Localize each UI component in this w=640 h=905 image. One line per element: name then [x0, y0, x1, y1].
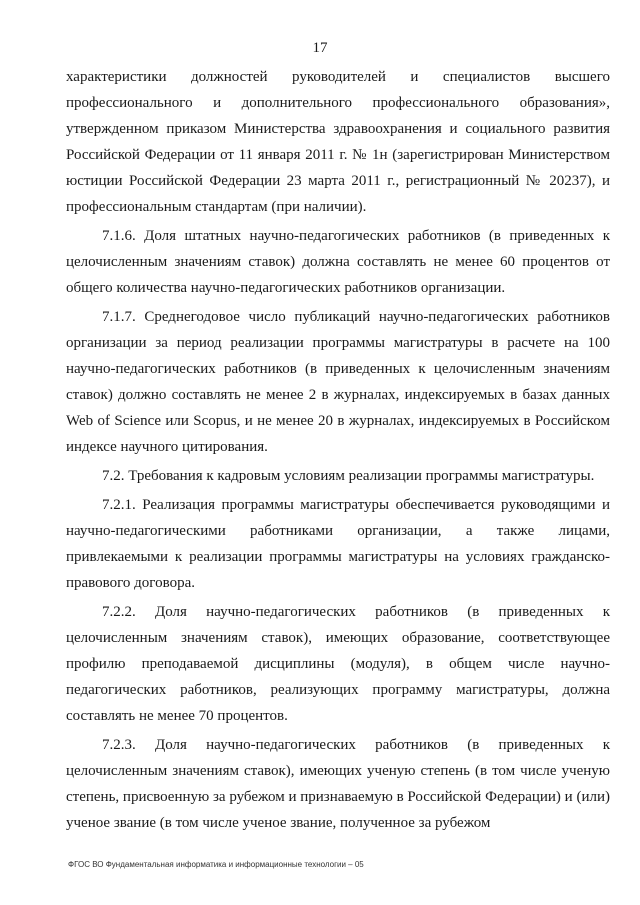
paragraph-7-2: 7.2. Требования к кадровым условиям реализации программы магистратуры. [102, 468, 595, 484]
paragraph-7-2-1: 7.2.1. Реализация программы магистратуры обеспечивается руководящими и научно-педагогическими работниками организации, а также лицами, привлекаемыми к реализации программы магистратуры на условиях гражданско-правового договора. [66, 497, 610, 591]
paragraph-7-2-3: 7.2.3. Доля научно-педагогических работников (в приведенных к целочисленным значениям ставок), имеющих ученую степень (в том числе ученую степень, присвоенную за рубежом и признаваемую в Российской Федерации) и (или) ученое звание (в том числе ученое звание, полученное за рубежом [66, 737, 610, 831]
page-footer: ФГОС ВО Фундаментальная информатика и информационные технологии – 05 [68, 860, 364, 869]
paragraph-7-1-6: 7.1.6. Доля штатных научно-педагогических работников (в приведенных к целочисленным значениям ставок) должна составлять не менее 60 процентов от общего количества научно-педагогических работников организации. [66, 228, 610, 296]
paragraph-7-1-7: 7.1.7. Среднегодовое число публикаций научно-педагогических работников организации за период реализации программы магистратуры в расчете на 100 научно-педагогических работников (в приведенных к целочисленным значениям ставок) должно составлять не менее 2 в журналах, индексируемых в базах данных Web of Science или Scopus, и не менее 20 в журналах, индексируемых в Российском индексе научного цитирования. [66, 309, 610, 455]
paragraph-7-2-2: 7.2.2. Доля научно-педагогических работников (в приведенных к целочисленным значениям ставок), имеющих образование, соответствующее профилю преподаваемой дисциплины (модуля), в общем числе научно-педагогических работников, реализующих программу магистратуры, должна составлять не менее 70 процентов. [66, 604, 610, 724]
body-text [66, 64, 610, 839]
paragraph-continuation: характеристики должностей руководителей и специалистов высшего профессионального и дополнительного профессионального образования», утвержденном приказом Министерства здравоохранения и социального развития Российской Федерации от 11 января 2011 г. № 1н (зарегистрирован Министерством юстиции Российской Федерации 23 марта 2011 г., регистрационный № 20237), и профессиональным стандартам (при наличии). [66, 69, 610, 215]
page-number: 17 [312, 40, 328, 56]
